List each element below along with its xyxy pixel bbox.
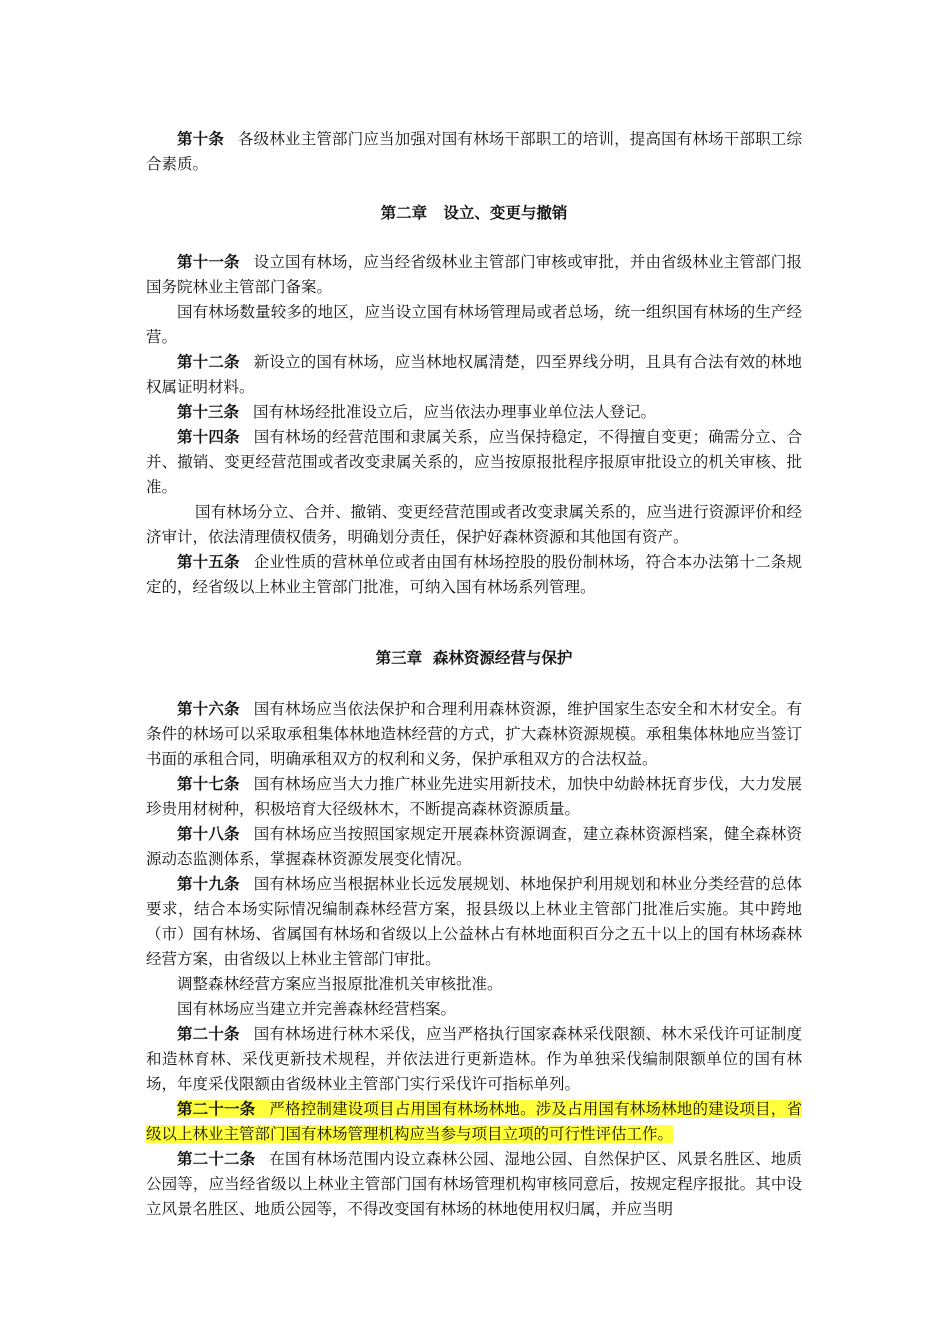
chapter-title: 森林资源经营与保护: [432, 649, 573, 667]
article-19-paragraph-3: 国有林场应当建立并完善森林经营档案。: [177, 1000, 457, 1018]
article-text: 国有林场进行林木采伐，应当严格执行国家森林采伐限额、林木采伐许可证制度和造林育林、采伐更新技术规程，并依法进行更新造林。作为单独采伐编制限额单位的国有林场，年度采伐限额由省级林业主管部门实行采伐许可指标单列。: [146, 1025, 802, 1093]
article-18: [146, 822, 802, 872]
chapter-3-heading: [146, 646, 802, 671]
article-22: [146, 1147, 802, 1222]
chapter-label: 第三章: [375, 649, 423, 667]
article-12: [146, 350, 802, 400]
article-21: [146, 1097, 802, 1147]
article-label: 第十四条: [177, 428, 240, 446]
article-label: 第十九条: [177, 875, 240, 893]
article-16: [146, 697, 802, 772]
article-text: 企业性质的营林单位或者由国有林场控股的股份制林场，符合本办法第十二条规定的，经省级以上林业主管部门批准，可纳入国有林场系列管理。: [146, 553, 802, 596]
article-text: 国有林场应当依法保护和合理利用森林资源，维护国家生态安全和木材安全。有条件的林场可以采取承租集体林地造林经营的方式，扩大森林资源规模。承租集体林地应当签订书面的承租合同，明确承租双方的权利和义务，保护承租双方的合法权益。: [146, 700, 802, 768]
article-label: 第十八条: [177, 825, 240, 843]
chapter-title: 设立、变更与撤销: [443, 204, 568, 222]
article-19-paragraph-2: 调整森林经营方案应当报原批准机关审核批准。: [177, 975, 503, 993]
article-label: 第二十二条: [177, 1150, 256, 1168]
article-20: [146, 1022, 802, 1097]
article-label: 第十三条: [177, 403, 240, 421]
article-15: [146, 550, 802, 600]
article-label: 第十五条: [177, 553, 240, 571]
article-13: [146, 400, 802, 425]
article-11-paragraph-2: 国有林场数量较多的地区，应当设立国有林场管理局或者总场，统一组织国有林场的生产经营。: [146, 303, 802, 346]
article-text: 国有林场应当根据林业长远发展规划、林地保护利用规划和林业分类经营的总体要求，结合本场实际情况编制森林经营方案，报县级以上林业主管部门批准后实施。其中跨地（市）国有林场、省属国有林场和省级以上公益林占有林地面积百分之五十以上的国有林场森林经营方案，由省级以上林业主管部门审批。: [146, 875, 802, 968]
article-19: [146, 872, 802, 972]
article-label: 第二十一条: [177, 1100, 256, 1118]
article-11: [146, 250, 802, 300]
article-17: [146, 772, 802, 822]
article-14: [146, 425, 802, 500]
article-label: 第十七条: [177, 775, 240, 793]
highlighted-text: [146, 1100, 802, 1143]
article-text: 国有林场经批准设立后，应当依法办理事业单位法人登记。: [253, 403, 657, 421]
article-text: 在国有林场范围内设立森林公园、湿地公园、自然保护区、风景名胜区、地质公园等，应当经省级以上林业主管部门国有林场管理机构审核同意后，按规定程序报批。其中设立风景名胜区、地质公园等，不得改变国有林场的林地使用权归属，并应当明: [146, 1150, 802, 1218]
article-label: 第二十条: [177, 1025, 240, 1043]
chapter-label: 第二章: [380, 204, 428, 222]
chapter-2-heading: [146, 201, 802, 226]
article-text: 国有林场应当按照国家规定开展森林资源调查，建立森林资源档案，健全森林资源动态监测体系，掌握森林资源发展变化情况。: [146, 825, 802, 868]
article-10: [146, 127, 802, 177]
article-label: 第十一条: [177, 253, 240, 271]
article-label: 第十条: [177, 130, 225, 148]
article-text: 新设立的国有林场，应当林地权属清楚，四至界线分明，且具有合法有效的林地权属证明材料。: [146, 353, 802, 396]
article-text: 国有林场应当大力推广林业先进实用新技术，加快中幼龄林抚育步伐，大力发展珍贵用材树种，积极培育大径级林木，不断提高森林资源质量。: [146, 775, 802, 818]
article-label: 第十六条: [177, 700, 240, 718]
article-text: 各级林业主管部门应当加强对国有林场干部职工的培训，提高国有林场干部职工综合素质。: [146, 130, 802, 173]
article-text: 设立国有林场，应当经省级林业主管部门审核或审批，并由省级林业主管部门报国务院林业主管部门备案。: [146, 253, 802, 296]
article-text: 国有林场的经营范围和隶属关系，应当保持稳定，不得擅自变更；确需分立、合并、撤销、变更经营范围或者改变隶属关系的，应当按原报批程序报原审批设立的机关审核、批准。: [146, 428, 802, 496]
document-body: [146, 127, 802, 1222]
article-14-paragraph-2: 国有林场分立、合并、撤销、变更经营范围或者改变隶属关系的，应当进行资源评价和经济审计，依法清理债权债务，明确划分责任，保护好森林资源和其他国有资产。: [146, 503, 802, 546]
article-label: 第十二条: [177, 353, 240, 371]
article-text: 严格控制建设项目占用国有林场林地。涉及占用国有林场林地的建设项目，省级以上林业主管部门国有林场管理机构应当参与项目立项的可行性评估工作。: [146, 1100, 802, 1143]
